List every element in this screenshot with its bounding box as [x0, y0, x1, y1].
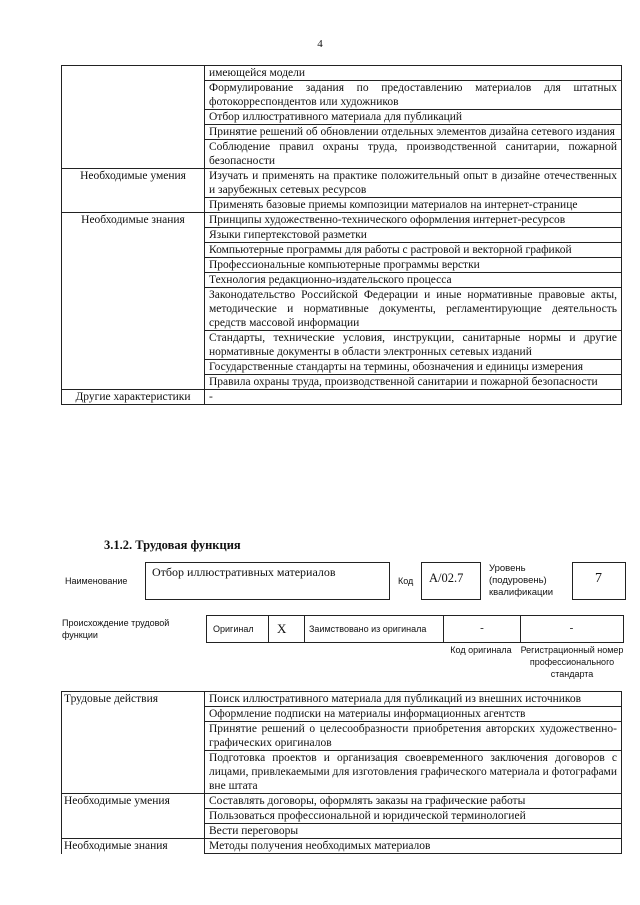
page-number: 4: [317, 38, 323, 50]
table-row: [62, 331, 622, 360]
code-original-caption: Код оригинала: [450, 645, 512, 655]
table-row: [62, 390, 622, 405]
original-mark: X: [277, 621, 287, 636]
name-box: [145, 562, 390, 600]
row-value: Формулирование задания по предоставлению материалов для штатных фотокорреспондентов или художников: [205, 81, 622, 110]
row-label: [62, 125, 205, 140]
row-label: [62, 110, 205, 125]
reg-number-value: -: [569, 622, 574, 634]
row-value: -: [205, 390, 622, 405]
row-value: Составлять договоры, оформлять заказы на графические работы: [205, 794, 622, 809]
row-value: Правила охраны труда, производственной санитарии и пожарной безопасности: [205, 375, 622, 390]
row-label: Трудовые действия: [62, 692, 205, 707]
table-row: [62, 198, 622, 213]
row-label: Необходимые знания: [62, 839, 205, 854]
table-row: [62, 722, 622, 751]
row-label: [62, 66, 205, 81]
origin-box: [206, 615, 624, 643]
row-label: Необходимые знания: [62, 213, 205, 228]
row-label: [62, 258, 205, 273]
skills-knowledge-table: [61, 65, 622, 405]
row-label: [62, 707, 205, 722]
name-label: Наименование: [65, 576, 128, 586]
row-value: Изучать и применять на практике положительный опыт в дизайне отечественных и зарубежных сетевых ресурсов: [205, 169, 622, 198]
row-value: Вести переговоры: [205, 824, 622, 839]
table-row: [62, 125, 622, 140]
code-original-cell: [443, 616, 521, 642]
row-value: Принципы художественно-технического оформления интернет-ресурсов: [205, 213, 622, 228]
reg-number-caption: Регистрационный номер профессионального стандарта: [520, 645, 624, 679]
row-label: Необходимые умения: [62, 169, 205, 198]
table-row: [62, 66, 622, 81]
row-label: [62, 824, 205, 839]
table-row: [62, 707, 622, 722]
row-label: [62, 228, 205, 243]
table-row: [62, 839, 622, 854]
original-mark-cell: [268, 616, 305, 642]
row-label: [62, 722, 205, 751]
table-row: [62, 824, 622, 839]
borrowed-label: Заимствовано из оригинала: [309, 624, 427, 634]
table-row: [62, 360, 622, 375]
row-value: Принятие решений о целесообразности приобретения авторских художественно-графических оригиналов: [205, 722, 622, 751]
table-row: [62, 809, 622, 824]
row-label: [62, 375, 205, 390]
level-value: 7: [595, 571, 602, 586]
row-value: Оформление подписки на материалы информационных агентств: [205, 707, 622, 722]
table-row: [62, 794, 622, 809]
row-value: Компьютерные программы для работы с растровой и векторной графикой: [205, 243, 622, 258]
row-value: Пользоваться профессиональной и юридической терминологией: [205, 809, 622, 824]
level-box: [572, 562, 626, 600]
row-value: Технология редакционно-издательского процесса: [205, 273, 622, 288]
name-value: Отбор иллюстративных материалов: [152, 565, 336, 579]
row-value: Подготовка проектов и организация своевременного заключения договоров с лицами, привлекаемыми для изготовления графического материала и фотографами вне штата: [205, 751, 622, 794]
row-label: [62, 140, 205, 169]
original-label: Оригинал: [213, 624, 254, 634]
section-title: 3.1.2. Трудовая функция: [104, 538, 241, 552]
row-value: Методы получения необходимых материалов: [205, 839, 622, 854]
row-value: Поиск иллюстративного материала для публикаций из внешних источников: [205, 692, 622, 707]
row-label: [62, 331, 205, 360]
origin-label: Происхождение трудовой функции: [62, 618, 170, 640]
code-label: Код: [398, 576, 414, 586]
row-label: Необходимые умения: [62, 794, 205, 809]
row-value: Законодательство Российской Федерации и иные нормативные правовые акты, методические и нормативные документы, регламентирующие деятельность средств массовой информации: [205, 288, 622, 331]
table-row: [62, 140, 622, 169]
row-value: Применять базовые приемы композиции материалов на интернет-странице: [205, 198, 622, 213]
row-value: Государственные стандарты на термины, обозначения и единицы измерения: [205, 360, 622, 375]
row-label: [62, 751, 205, 794]
table-row: [62, 213, 622, 228]
labor-actions-table: [61, 691, 622, 854]
code-value: А/02.7: [429, 571, 464, 585]
table-row: [62, 243, 622, 258]
table-row: [62, 375, 622, 390]
code-box: [421, 562, 481, 600]
table-row: [62, 228, 622, 243]
row-label: [62, 81, 205, 110]
row-label: Другие характеристики: [62, 390, 205, 405]
table-row: [62, 169, 622, 198]
row-label: [62, 809, 205, 824]
table-row: [62, 81, 622, 110]
row-value: Соблюдение правил охраны труда, производственной санитарии, пожарной безопасности: [205, 140, 622, 169]
table-row: [62, 273, 622, 288]
row-value: Стандарты, технические условия, инструкции, санитарные нормы и другие нормативные документы в области электронных сетевых изданий: [205, 331, 622, 360]
row-value: имеющейся модели: [205, 66, 622, 81]
row-label: [62, 243, 205, 258]
table-row: [62, 258, 622, 273]
row-value: Отбор иллюстративного материала для публикаций: [205, 110, 622, 125]
row-value: Языки гипертекстовой разметки: [205, 228, 622, 243]
level-label: Уровень (подуровень) квалификации: [489, 563, 554, 598]
table-row: [62, 692, 622, 707]
row-label: [62, 273, 205, 288]
row-value: Принятие решений об обновлении отдельных элементов дизайна сетевого издания: [205, 125, 622, 140]
row-label: [62, 360, 205, 375]
row-label: [62, 288, 205, 331]
code-original-value: -: [480, 622, 484, 634]
row-value: Профессиональные компьютерные программы верстки: [205, 258, 622, 273]
table-row: [62, 288, 622, 331]
table-row: [62, 751, 622, 794]
row-label: [62, 198, 205, 213]
reg-number-cell: [520, 616, 623, 642]
table-row: [62, 110, 622, 125]
